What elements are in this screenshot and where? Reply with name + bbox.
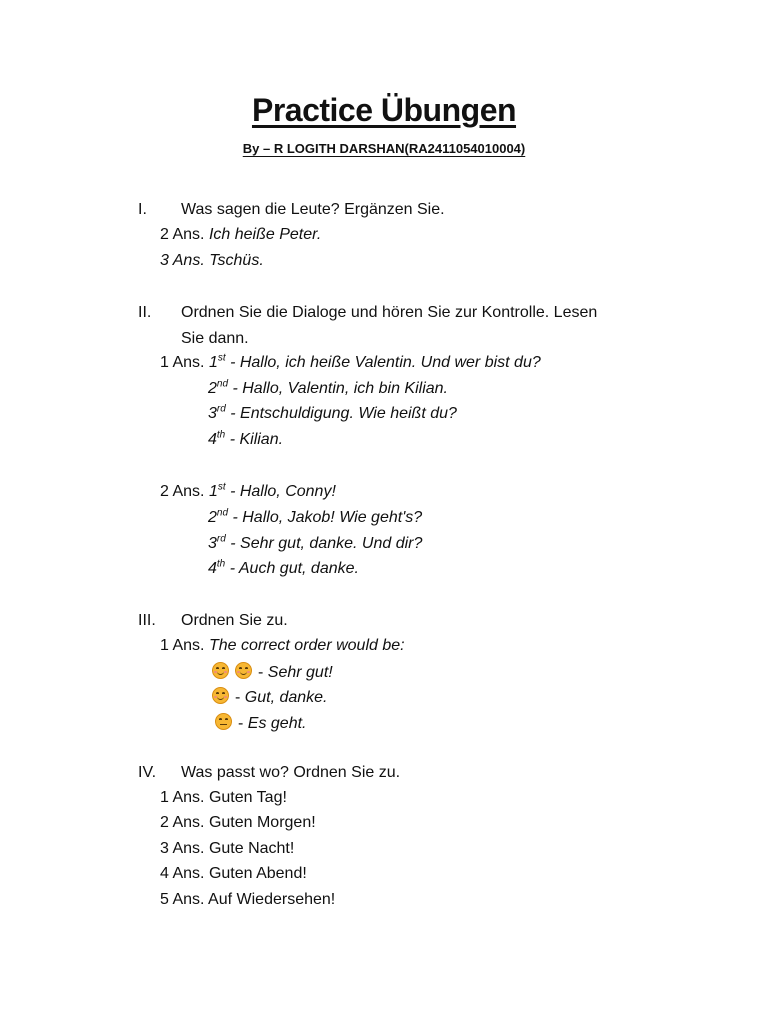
- answer-label: 3 Ans.: [160, 252, 205, 269]
- section-3-heading: Ordnen Sie zu.: [181, 612, 288, 629]
- mood-text: Gut, danke.: [244, 689, 328, 706]
- dialog-text: - Entschuldigung. Wie heißt du?: [225, 405, 457, 422]
- smiling-face-icon: [212, 687, 229, 704]
- ordinal-suffix: st: [217, 352, 226, 364]
- smiling-face-icon: [212, 662, 229, 679]
- answer-text: The correct order would be:: [208, 637, 405, 654]
- answer-text: Tschüs.: [209, 252, 264, 269]
- ordinal: 1: [208, 483, 218, 500]
- section-4-answer-5: [160, 890, 335, 910]
- dialog-2-line-1: [160, 482, 336, 502]
- answer-text: Guten Tag!: [208, 789, 287, 806]
- answer-text: Ich heiße Peter.: [208, 226, 322, 243]
- neutral-face-icon: [215, 713, 232, 730]
- section-3-number: III.: [138, 612, 156, 629]
- answer-label: 2 Ans.: [160, 226, 205, 243]
- answer-label: 2 Ans.: [160, 814, 205, 831]
- section-2-number: II.: [138, 304, 152, 321]
- ordinal-suffix: nd: [216, 507, 229, 519]
- ordinal: 1: [208, 354, 218, 371]
- section-4-answer-4: [160, 864, 307, 884]
- section-2-heading-line-1: Ordnen Sie die Dialoge und hören Sie zur Kontrolle. Lesen: [181, 304, 598, 321]
- ordinal: 4: [208, 431, 217, 448]
- section-2-heading-line-2: Sie dann.: [181, 330, 249, 347]
- page-title-wrap: [0, 92, 768, 129]
- section-1-heading: Was sagen die Leute? Ergänzen Sie.: [181, 201, 445, 218]
- section-1-number: I.: [138, 201, 147, 218]
- answer-text: Gute Nacht!: [208, 840, 295, 857]
- dialog-text: - Auch gut, danke.: [225, 560, 359, 577]
- mood-text: Es geht.: [247, 715, 307, 732]
- answer-label: 5 Ans.: [160, 891, 205, 908]
- ordinal: 4: [208, 560, 217, 577]
- answer-label: 1 Ans.: [160, 789, 205, 806]
- answer-label: 3 Ans.: [160, 840, 205, 857]
- section-4-answer-3: [160, 839, 294, 859]
- dialog-text: - Hallo, Jakob! Wie geht's?: [228, 509, 423, 526]
- mood-item-3: [215, 713, 306, 734]
- author-line-wrap: [0, 140, 768, 158]
- smiling-face-icon: [235, 662, 252, 679]
- answer-label: 1 Ans.: [160, 637, 205, 654]
- section-1-answer-2: [160, 251, 264, 271]
- section-1-answer-1: [160, 225, 321, 245]
- ordinal-suffix: st: [217, 481, 226, 493]
- mood-item-1: [212, 662, 333, 683]
- answer-text: Auf Wiedersehen!: [208, 891, 336, 908]
- answer-text: Guten Morgen!: [208, 814, 316, 831]
- dialog-1-line-3: [208, 404, 457, 424]
- dialog-1-line-2: [208, 379, 448, 399]
- section-4-answer-1: [160, 788, 287, 808]
- answer-label: 4 Ans.: [160, 865, 205, 882]
- dialog-text: - Kilian.: [225, 431, 284, 448]
- dialog-2-line-3: [208, 534, 422, 554]
- section-4-number: IV.: [138, 764, 157, 781]
- ordinal-suffix: th: [216, 558, 226, 570]
- dialog-text: - Sehr gut, danke. Und dir?: [225, 535, 423, 552]
- section-4-answer-2: [160, 813, 316, 833]
- dialog-1-line-1: [160, 353, 541, 373]
- ordinal: 2: [208, 509, 217, 526]
- section-3-answer: [160, 636, 405, 656]
- page-title: Practice Übungen: [251, 92, 517, 128]
- mood-dash: -: [258, 664, 268, 681]
- answer-label: 1 Ans.: [160, 354, 205, 371]
- mood-item-2: [212, 687, 328, 708]
- dialog-text: - Hallo, ich heiße Valentin. Und wer bist du?: [225, 354, 541, 371]
- dialog-text: - Hallo, Conny!: [225, 483, 336, 500]
- dialog-text: - Hallo, Valentin, ich bin Kilian.: [228, 380, 448, 397]
- ordinal-suffix: th: [216, 429, 226, 441]
- ordinal-suffix: rd: [216, 403, 226, 415]
- dialog-2-line-4: [208, 559, 359, 579]
- ordinal: 3: [208, 405, 217, 422]
- author-line: By – R LOGITH DARSHAN(RA2411054010004): [242, 141, 526, 156]
- ordinal: 2: [208, 380, 217, 397]
- mood-text: Sehr gut!: [267, 664, 333, 681]
- dialog-2-line-2: [208, 508, 422, 528]
- mood-dash: -: [235, 689, 245, 706]
- dialog-1-line-4: [208, 430, 283, 450]
- mood-dash: -: [238, 715, 248, 732]
- answer-label: 2 Ans.: [160, 483, 205, 500]
- ordinal: 3: [208, 535, 217, 552]
- ordinal-suffix: rd: [216, 533, 226, 545]
- section-4-heading: Was passt wo? Ordnen Sie zu.: [181, 764, 401, 781]
- answer-text: Guten Abend!: [208, 865, 307, 882]
- ordinal-suffix: nd: [216, 378, 229, 390]
